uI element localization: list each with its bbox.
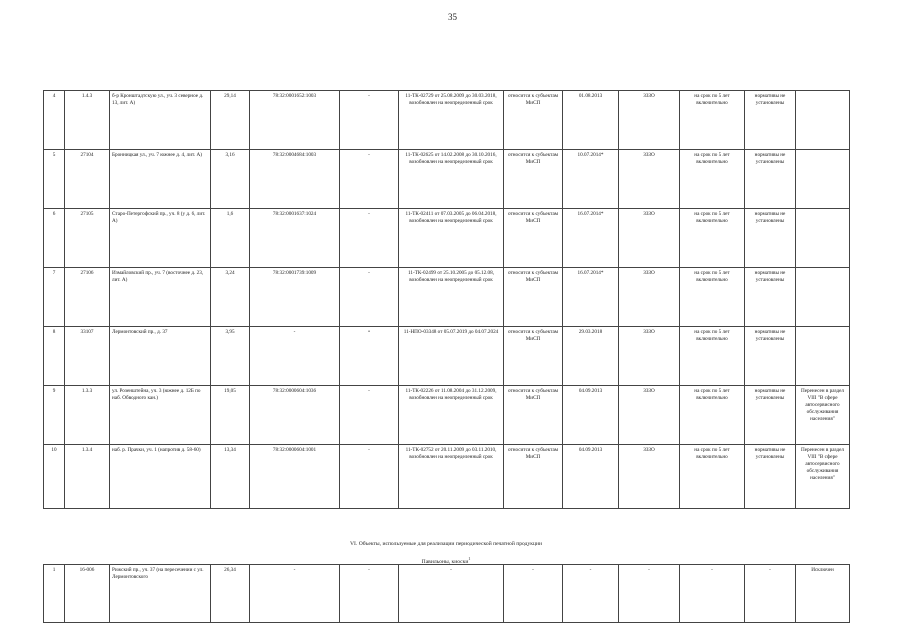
section-subtitle-mark: 1 — [468, 556, 471, 561]
cell-smb-status: относится к субъектам МиСП — [504, 209, 563, 268]
cell-note: Перенесен в раздел VIII "В сфере автосервисного обслуживания населения" — [796, 386, 850, 445]
cell-term: на срок по 5 лет включительно — [680, 268, 745, 327]
kiosks-table — [43, 564, 850, 623]
cell-smb-status: относится к субъектам МиСП — [504, 327, 563, 386]
cell-norms: нормативы не установлены — [745, 445, 796, 509]
cell-category: ЗЗЗО — [619, 268, 680, 327]
cell-column-6: - — [340, 445, 399, 509]
cell-term: - — [680, 565, 745, 623]
cell-date: 16.07.2014* — [563, 209, 619, 268]
cell-address: ул. Розенштейна, уч. 3 (южнее д. 12Б по наб. Обводного кан.) — [110, 386, 211, 445]
cell-column-6: - — [340, 209, 399, 268]
page-number: 35 — [448, 12, 457, 22]
cell-date: - — [563, 565, 619, 623]
cell-cadastral-number: 78:32:0000604:1036 — [250, 386, 340, 445]
cell-date: 04.09.2013 — [563, 386, 619, 445]
cell-object-code: 27104 — [65, 150, 110, 209]
cell-column-6: - — [340, 268, 399, 327]
cell-contract-document: 11-ТК-02625 от 14.02.2008 до 30.10.2016, возобновлен на неопределенный срок — [399, 150, 504, 209]
cell-smb-status: относится к субъектам МиСП — [504, 91, 563, 150]
table-row — [44, 386, 850, 445]
cell-smb-status: относится к субъектам МиСП — [504, 445, 563, 509]
cell-row-number: 9 — [44, 386, 65, 445]
cell-cadastral-number: 78:32:0001637:1024 — [250, 209, 340, 268]
cell-norms: нормативы не установлены — [745, 150, 796, 209]
cell-row-number: 4 — [44, 91, 65, 150]
cell-term: на срок по 5 лет включительно — [680, 445, 745, 509]
cell-category: ЗЗЗО — [619, 91, 680, 150]
cell-note — [796, 209, 850, 268]
table-row — [44, 268, 850, 327]
cell-contract-document: 11-ТК-02752 от 20.11.2009 до 03.11.2010, возобновлен на неопределенный срок — [399, 445, 504, 509]
section-subtitle-text: Павильоны, киоски — [421, 558, 469, 565]
cell-category: ЗЗЗО — [619, 150, 680, 209]
section-title: VI. Объекты, используемые для реализации периодической печатной продукции — [350, 541, 542, 547]
table-row — [44, 150, 850, 209]
cell-cadastral-number: - — [250, 565, 340, 623]
cell-norms: нормативы не установлены — [745, 327, 796, 386]
cell-object-code: 27106 — [65, 268, 110, 327]
cell-address: Измайловский пр., уч. 7 (восточнее д. 23, лит. А) — [110, 268, 211, 327]
cell-area: 3,16 — [211, 150, 250, 209]
cell-date: 29.03.2018 — [563, 327, 619, 386]
cell-address: Лермонтовский пр., д. 37 — [110, 327, 211, 386]
cell-cadastral-number: 78:32:0000604:1001 — [250, 445, 340, 509]
cell-note — [796, 268, 850, 327]
cell-contract-document: 11-ТК-02499 от 25.10.2005 до 05.12.08, возобновлен на неопределенный срок — [399, 268, 504, 327]
cell-row-number: 10 — [44, 445, 65, 509]
cell-norms: нормативы не установлены — [745, 268, 796, 327]
cell-area: 13,34 — [211, 445, 250, 509]
cell-date: 04.09.2013 — [563, 445, 619, 509]
cell-address: Старо-Петергофский пр., уч. 8 (у д. 6, лит. А) — [110, 209, 211, 268]
cell-column-6: - — [340, 91, 399, 150]
cell-address: Рижский пр., уч. 37 (на пересечении с ул. Лермонтовского — [110, 565, 211, 623]
cell-area: 3,95 — [211, 327, 250, 386]
cell-term: на срок по 5 лет включительно — [680, 150, 745, 209]
cell-norms: - — [745, 565, 796, 623]
cell-note — [796, 150, 850, 209]
cell-category: ЗЗЗО — [619, 327, 680, 386]
cell-row-number: 5 — [44, 150, 65, 209]
cell-smb-status: относится к субъектам МиСП — [504, 268, 563, 327]
table-row — [44, 209, 850, 268]
cell-cadastral-number: 78:32:0001652:1003 — [250, 91, 340, 150]
cell-area: 29,14 — [211, 91, 250, 150]
cell-row-number: 1 — [44, 565, 65, 623]
cell-area: 3,24 — [211, 268, 250, 327]
cell-row-number: 8 — [44, 327, 65, 386]
cell-cadastral-number: 78:32:0001739:1009 — [250, 268, 340, 327]
cell-address: Бронницкая ул., уч. 7 южнее д. 4, лит. А) — [110, 150, 211, 209]
cell-smb-status: - — [504, 565, 563, 623]
cell-object-code: 1.3.4 — [65, 445, 110, 509]
table-row — [44, 565, 850, 623]
cell-area: 26,34 — [211, 565, 250, 623]
table-row — [44, 91, 850, 150]
cell-term: на срок по 5 лет включительно — [680, 386, 745, 445]
cell-column-6: - — [340, 386, 399, 445]
table-row — [44, 445, 850, 509]
cell-row-number: 7 — [44, 268, 65, 327]
cell-date: 16.07.2014* — [563, 268, 619, 327]
cell-category: - — [619, 565, 680, 623]
cell-date: 01.08.2013 — [563, 91, 619, 150]
cell-address: б-р Кронштадтскую ул., уч. 3 северное д. 13, лит. А) — [110, 91, 211, 150]
cell-row-number: 6 — [44, 209, 65, 268]
cell-object-code: 16-006 — [65, 565, 110, 623]
cell-address: наб. р. Прачки, уч. 1 (напротив д. 58-60) — [110, 445, 211, 509]
cell-contract-document: - — [399, 565, 504, 623]
cell-column-6: • — [340, 327, 399, 386]
cell-norms: нормативы не установлены — [745, 209, 796, 268]
cell-note — [796, 91, 850, 150]
cell-note: Перенесен в раздел VIII "В сфере автосервисного обслуживания населения" — [796, 445, 850, 509]
cell-term: на срок по 5 лет включительно — [680, 91, 745, 150]
cell-object-code: 1.4.3 — [65, 91, 110, 150]
cell-contract-document: 11-НПО-03348 от 05.07.2019 до 04.07.2024 — [399, 327, 504, 386]
cell-smb-status: относится к субъектам МиСП — [504, 386, 563, 445]
cell-contract-document: 11-ТК-02226 от 11.08.2004 до 31.12.2009, возобновлен на неопределенный срок — [399, 386, 504, 445]
cell-cadastral-number: 78:32:0004684:1003 — [250, 150, 340, 209]
cell-norms: нормативы не установлены — [745, 91, 796, 150]
cell-area: 1,6 — [211, 209, 250, 268]
cell-category: ЗЗЗО — [619, 209, 680, 268]
cell-area: 19,05 — [211, 386, 250, 445]
cell-contract-document: 11-ТК-02411 от 07.03.2005 до 06.04.2018, возобновлен на неопределенный срок — [399, 209, 504, 268]
cell-object-code: 1.3.3 — [65, 386, 110, 445]
table-row — [44, 327, 850, 386]
cell-note — [796, 327, 850, 386]
cell-column-6: - — [340, 565, 399, 623]
cell-note: Исключен — [796, 565, 850, 623]
cell-cadastral-number: - — [250, 327, 340, 386]
cell-column-6: - — [340, 150, 399, 209]
cell-category: ЗЗЗО — [619, 445, 680, 509]
cell-object-code: 33107 — [65, 327, 110, 386]
cell-term: на срок по 5 лет включительно — [680, 327, 745, 386]
cell-date: 10.07.2014* — [563, 150, 619, 209]
cell-object-code: 27105 — [65, 209, 110, 268]
cell-smb-status: относится к субъектам МиСП — [504, 150, 563, 209]
cell-norms: нормативы не установлены — [745, 386, 796, 445]
cell-term: на срок по 5 лет включительно — [680, 209, 745, 268]
cell-category: ЗЗЗО — [619, 386, 680, 445]
objects-table — [43, 90, 850, 509]
cell-contract-document: 11-ТК-02729 от 25.08.2009 до 30.03.2018, возобновлен на неопределенный срок — [399, 91, 504, 150]
